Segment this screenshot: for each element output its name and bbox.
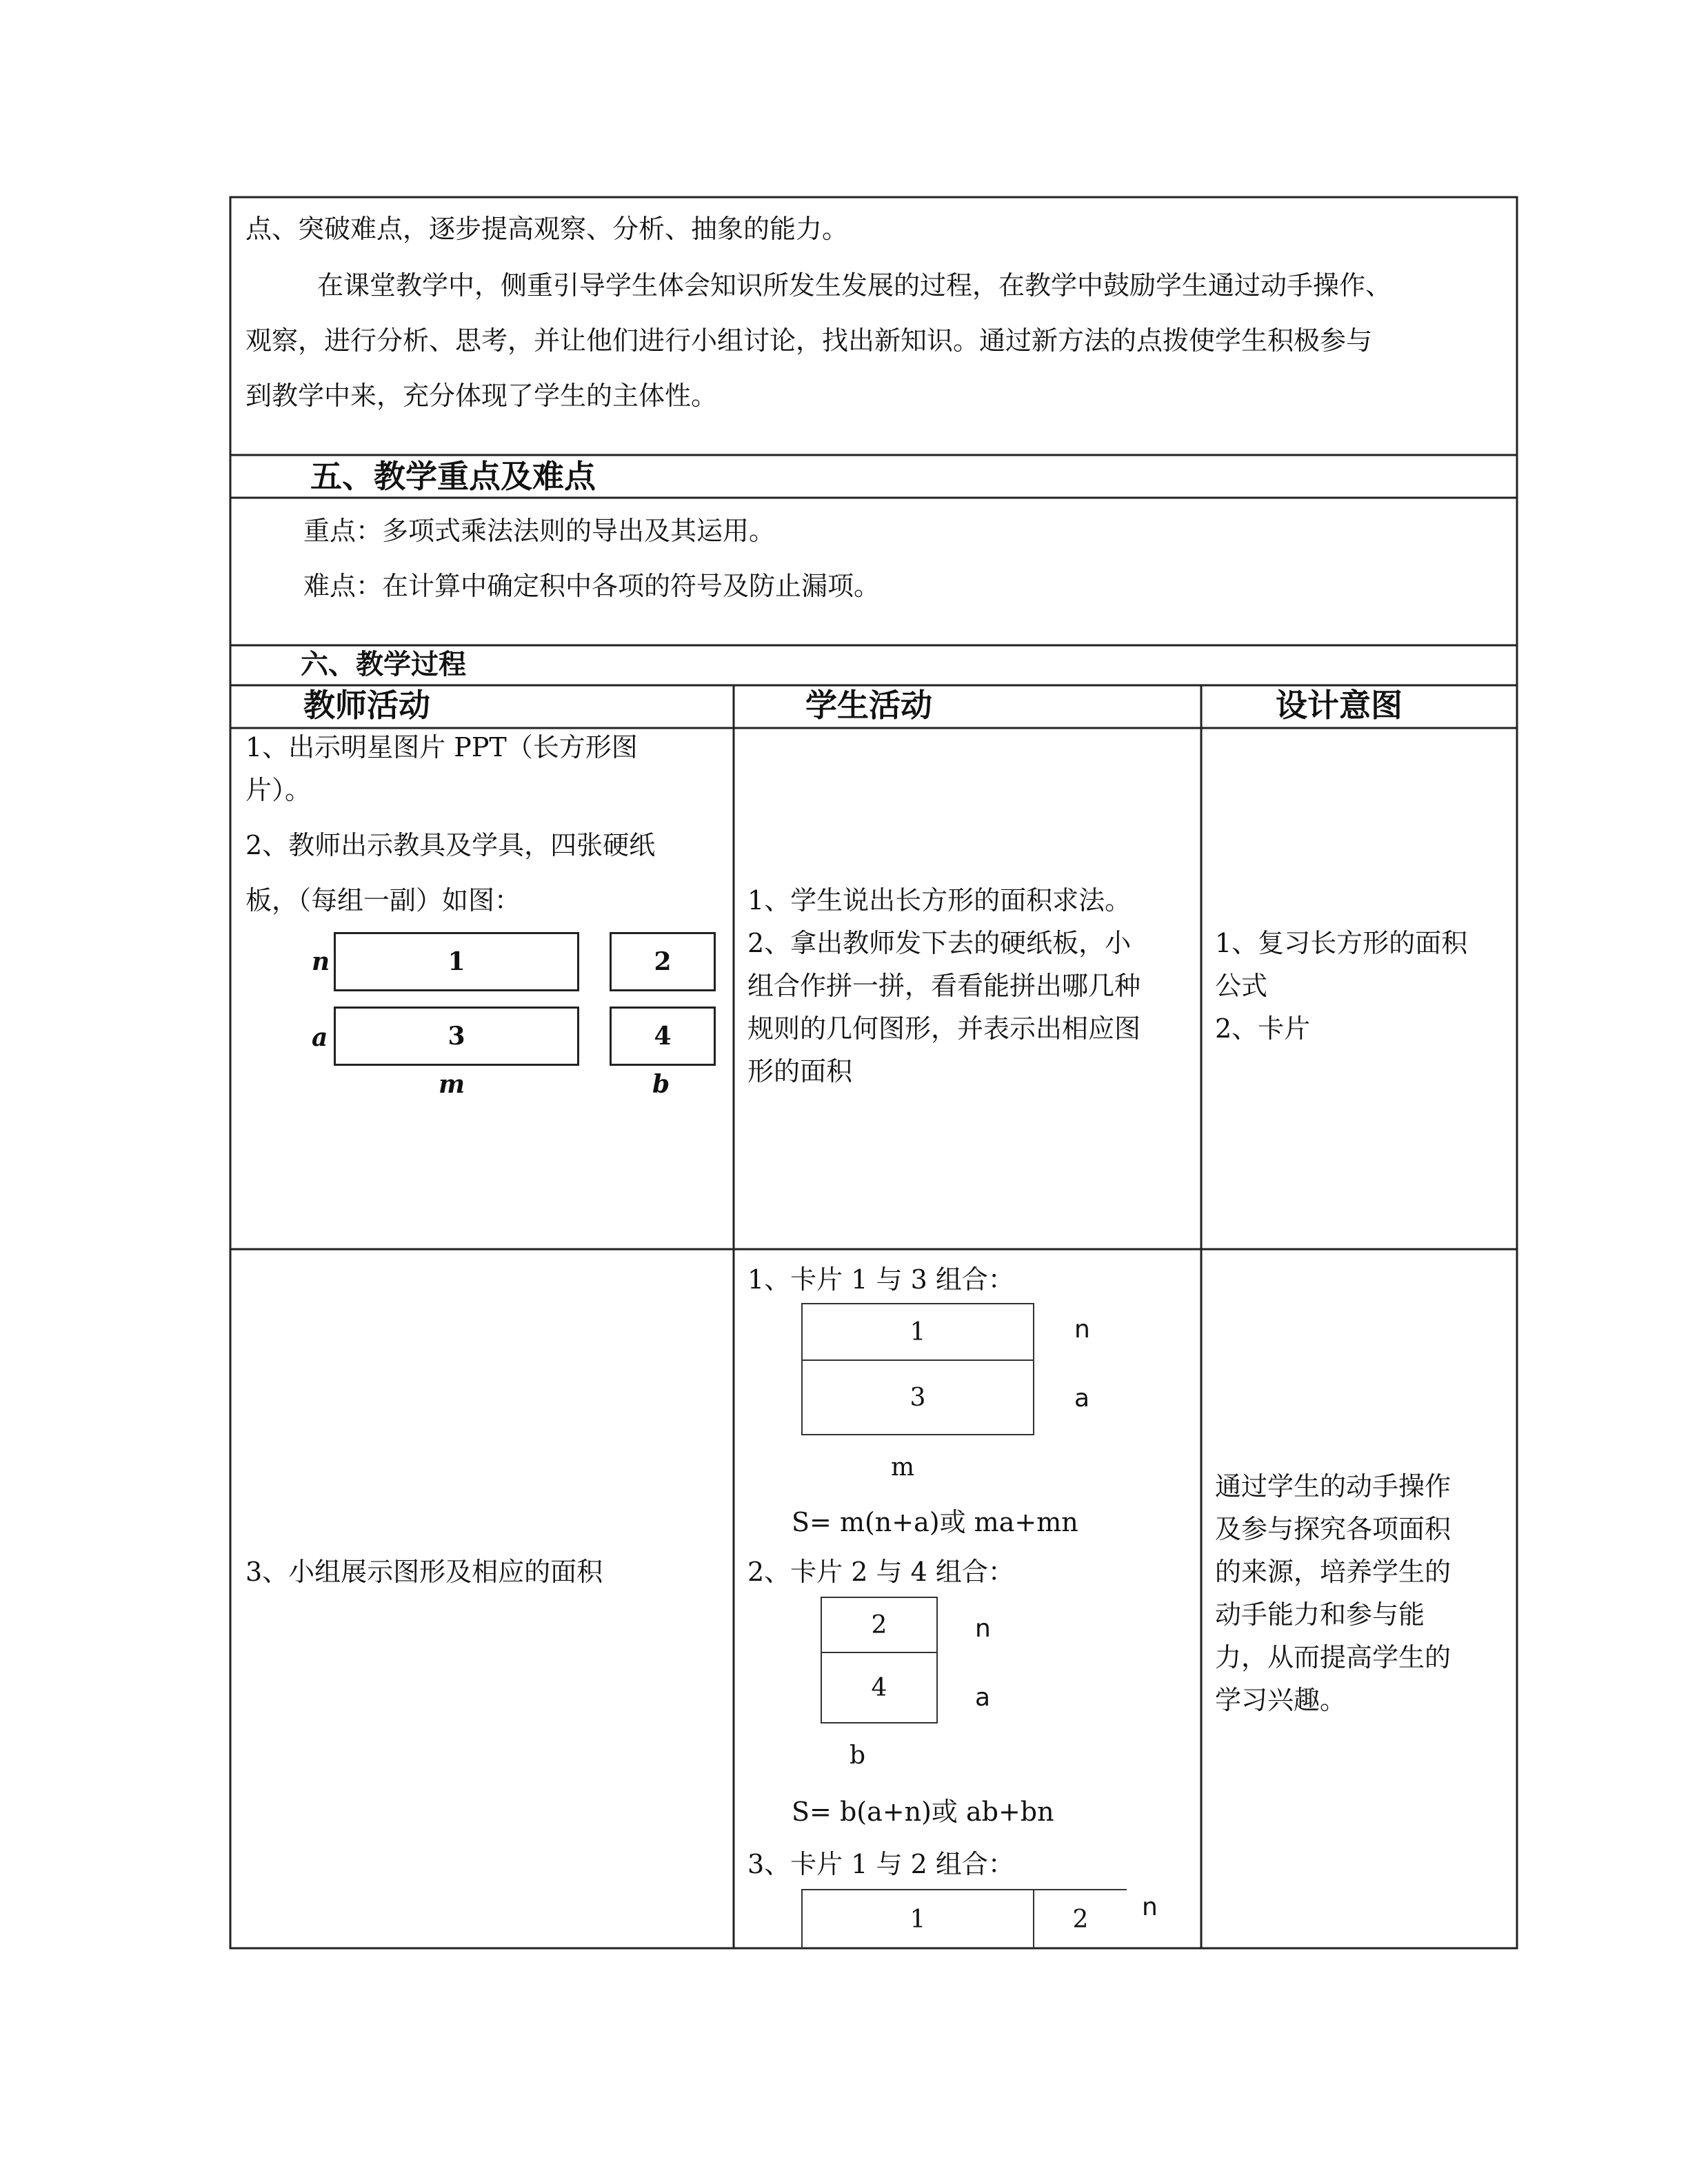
row1-intent-line-2: 公式 xyxy=(1215,971,1268,1001)
section-5-heading: 五、教学重点及难点 xyxy=(310,458,596,495)
row2-teacher-text: 3、小组展示图形及相应的面积 xyxy=(245,1557,603,1587)
row1-student-line-3: 组合作拼一拼，看看能拼出哪几种 xyxy=(747,971,1141,1001)
combo1-card-top: 1 xyxy=(801,1303,1034,1361)
combo1-label-a: a xyxy=(1074,1384,1090,1413)
column-header-teacher: 教师活动 xyxy=(303,687,430,724)
figure-label-n: n xyxy=(312,947,330,976)
combo1-label-n: n xyxy=(1074,1315,1090,1344)
combo2-label-n: n xyxy=(975,1615,991,1643)
row2-intent-line-6: 学习兴趣。 xyxy=(1215,1685,1347,1715)
row1-teacher-line-2: 片）。 xyxy=(245,775,312,805)
combo3-card-left: 1 xyxy=(801,1889,1034,1948)
row1-student-line-5: 形的面积 xyxy=(747,1056,853,1086)
row2-intent-line-3: 的来源，培养学生的 xyxy=(1215,1557,1451,1587)
combo2-title: 2、卡片 2 与 4 组合： xyxy=(747,1557,1014,1587)
figure-label-b: b xyxy=(652,1070,670,1099)
intro-line-1: 点、突破难点，逐步提高观察、分析、抽象的能力。 xyxy=(245,214,849,244)
row2-intent-line-5: 力，从而提高学生的 xyxy=(1215,1642,1451,1672)
row1-teacher-line-3: 2、教师出示教具及学具，四张硬纸 xyxy=(245,830,656,860)
intro-line-2: 在课堂教学中，侧重引导学生体会知识所发生发展的过程，在教学中鼓励学生通过动手操作、 xyxy=(317,270,1392,301)
card-4: 4 xyxy=(610,1007,716,1066)
combo2-label-a: a xyxy=(975,1684,991,1712)
combo1-formula: S= m(n+a)或 ma+mn xyxy=(792,1507,1078,1537)
card-2: 2 xyxy=(610,932,716,991)
row1-student-line-2: 2、拿出教师发下去的硬纸板，小 xyxy=(747,928,1132,958)
row1-intent-line-3: 2、卡片 xyxy=(1215,1013,1311,1044)
combo2-card-top: 2 xyxy=(821,1597,938,1653)
card-3: 3 xyxy=(334,1007,579,1066)
row1-student-line-1: 1、学生说出长方形的面积求法。 xyxy=(747,885,1132,916)
combo3-label-n: n xyxy=(1142,1893,1158,1921)
row1-teacher-line-1: 1、出示明星图片 PPT（长方形图 xyxy=(245,732,638,762)
column-header-student: 学生活动 xyxy=(805,687,932,724)
row2-intent-line-4: 动手能力和参与能 xyxy=(1215,1599,1425,1630)
combo1-label-m: m xyxy=(891,1453,915,1482)
difficulty-point: 难点：在计算中确定积中各项的符号及防止漏项。 xyxy=(303,571,881,601)
column-header-intent: 设计意图 xyxy=(1276,687,1403,724)
row2-intent-line-1: 通过学生的动手操作 xyxy=(1215,1471,1451,1502)
key-point: 重点：多项式乘法法则的导出及其运用。 xyxy=(303,516,776,546)
combo1-title: 1、卡片 1 与 3 组合： xyxy=(747,1264,1014,1295)
intro-line-3: 观察，进行分析、思考，并让他们进行小组讨论，找出新知识。通过新方法的点拨使学生积极参与 xyxy=(245,325,1373,356)
figure-label-a: a xyxy=(312,1023,328,1052)
row1-teacher-line-4: 板，（每组一副）如图： xyxy=(245,885,521,916)
section-6-heading: 六、教学过程 xyxy=(301,648,466,680)
combo2-label-b: b xyxy=(850,1741,866,1770)
intro-line-4: 到教学中来，充分体现了学生的主体性。 xyxy=(245,381,718,411)
row1-student-line-4: 规则的几何图形，并表示出相应图 xyxy=(747,1013,1141,1044)
combo3-card-right: 2 xyxy=(1033,1889,1127,1948)
combo2-formula: S= b(a+n)或 ab+bn xyxy=(792,1797,1054,1827)
row2-intent-line-2: 及参与探究各项面积 xyxy=(1215,1514,1451,1544)
figure-label-m: m xyxy=(439,1070,465,1099)
combo2-card-bottom: 4 xyxy=(821,1652,938,1723)
combo1-card-bottom: 3 xyxy=(801,1359,1034,1435)
combo3-title: 3、卡片 1 与 2 组合： xyxy=(747,1849,1014,1879)
row1-intent-line-1: 1、复习长方形的面积 xyxy=(1215,928,1468,958)
card-1: 1 xyxy=(334,932,579,991)
